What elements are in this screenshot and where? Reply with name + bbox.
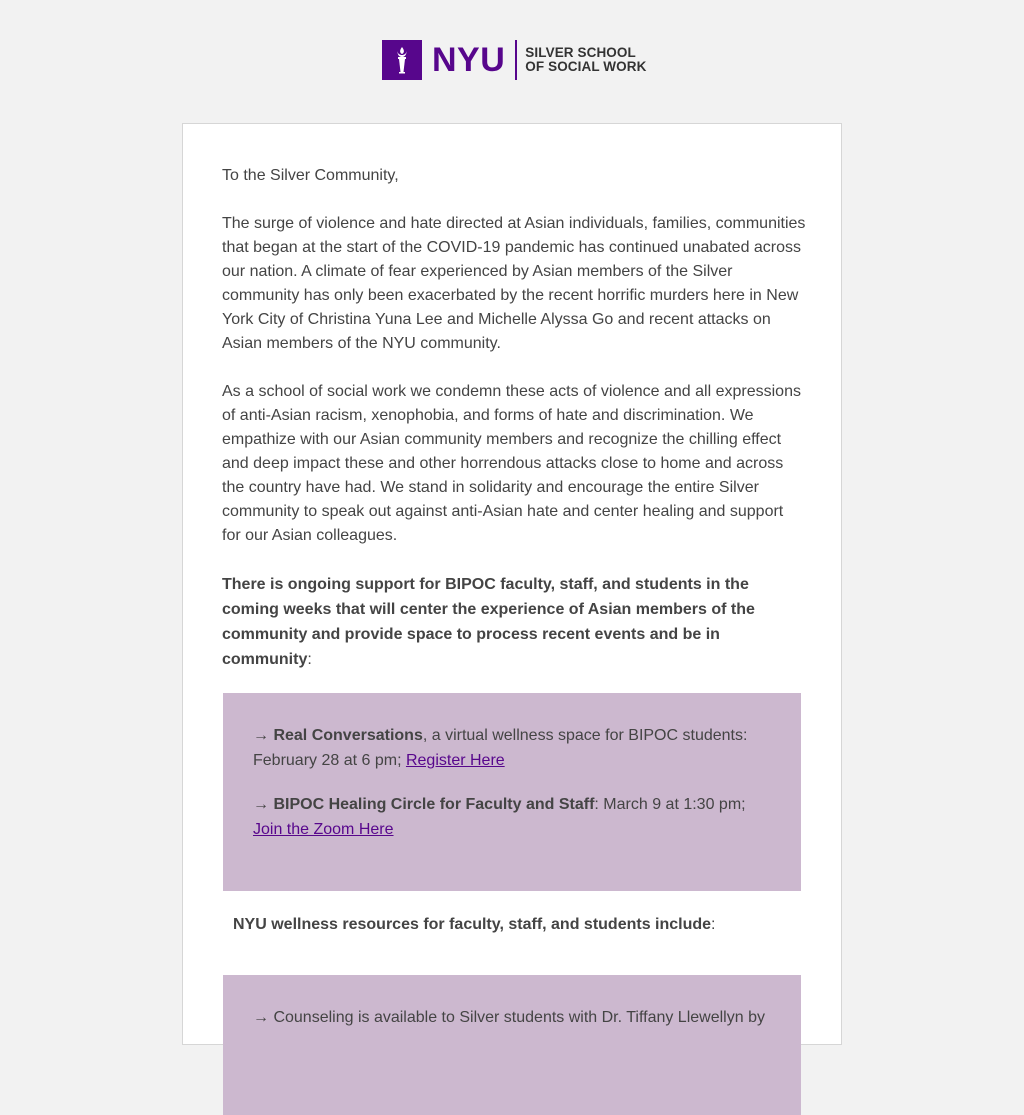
- school-name-line2: OF SOCIAL WORK: [525, 59, 647, 74]
- join-zoom-link[interactable]: Join the Zoom Here: [253, 821, 394, 838]
- school-name: [525, 46, 646, 74]
- arrow-right-icon: →: [253, 1009, 269, 1026]
- event-real-conversations: [253, 723, 773, 773]
- register-here-link[interactable]: Register Here: [405, 752, 505, 769]
- event-title: Real Conversations: [273, 727, 423, 744]
- greeting: To the Silver Community,: [222, 167, 399, 184]
- support-intro: [222, 572, 806, 672]
- arrow-right-icon: →: [253, 727, 269, 744]
- event-detail: , a virtual wellness space for BIPOC students: February 28 at 6 pm;: [253, 727, 748, 769]
- nyu-silver-logo[interactable]: [382, 40, 646, 80]
- resources-intro-tail: :: [711, 916, 716, 933]
- support-intro-tail: :: [307, 651, 312, 668]
- arrow-right-icon: →: [253, 796, 269, 813]
- nyu-wordmark: NYU: [432, 41, 506, 79]
- resource-counseling: [253, 1005, 773, 1030]
- logo-divider: [515, 40, 517, 80]
- support-events-panel: [223, 693, 801, 891]
- resource-text: Counseling is available to Silver students with Dr. Tiffany Llewellyn by: [273, 1009, 765, 1026]
- school-name-line1: SILVER SCHOOL: [525, 45, 636, 60]
- email-body: [222, 164, 806, 1115]
- event-title: BIPOC Healing Circle for Faculty and Staff: [273, 796, 595, 813]
- resources-intro-bold: NYU wellness resources for faculty, staff, and students include: [233, 916, 712, 933]
- wellness-resources-panel: [223, 975, 801, 1115]
- support-intro-bold: There is ongoing support for BIPOC faculty, staff, and students in the coming weeks that will center the experience of Asian members of the community and provide space to process recent events and be in community: [222, 576, 755, 668]
- paragraph-condemn: As a school of social work we condemn these acts of violence and all expressions of anti-Asian racism, xenophobia, and forms of hate and discrimination. We empathize with our Asian community members and recognize the chilling effect and deep impact these and other horrendous attacks close to home and across the country have had. We stand in solidarity and encourage the entire Silver community to speak out against anti-Asian hate and center healing and support for our Asian colleagues.: [222, 383, 801, 544]
- event-healing-circle: [253, 792, 773, 842]
- event-detail: : March 9 at 1:30 pm;: [594, 796, 746, 813]
- resources-intro: [233, 913, 806, 975]
- paragraph-violence: The surge of violence and hate directed at Asian individuals, families, communities that began at the start of the COVID-19 pandemic has continued unabated across our nation. A climate of fear experienced by Asian members of the Silver community has only been exacerbated by the recent horrific murders here in New York City of Christina Yuna Lee and Michelle Alyssa Go and recent attacks on Asian members of the NYU community.: [222, 215, 806, 352]
- nyu-torch-icon: [382, 40, 422, 80]
- email-header: [0, 0, 1024, 120]
- email-card: [182, 123, 842, 1045]
